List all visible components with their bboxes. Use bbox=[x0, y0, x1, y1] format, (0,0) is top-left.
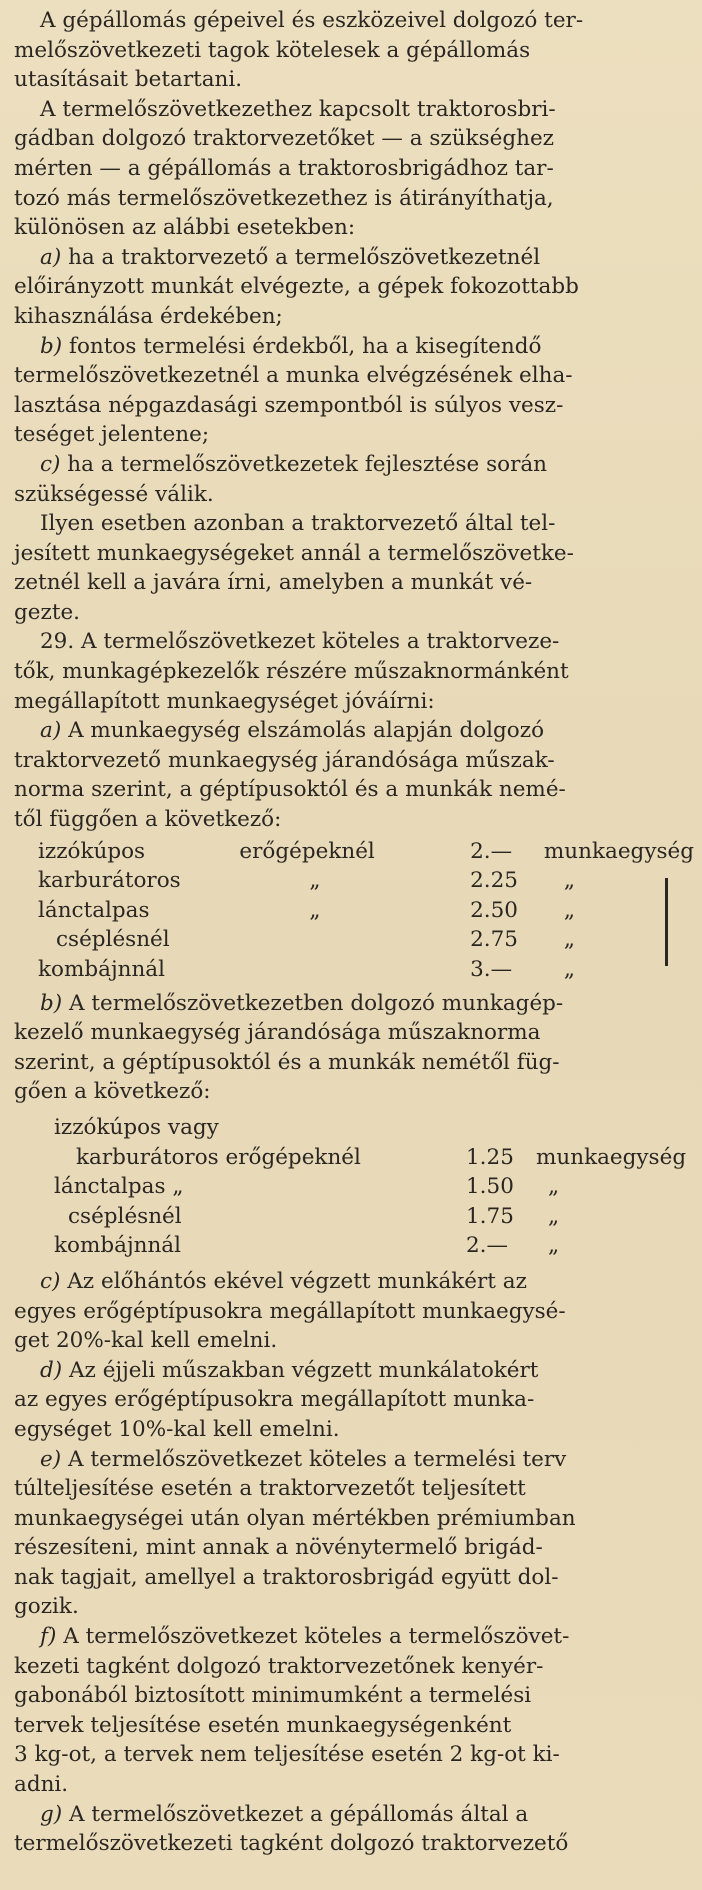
text-line: kihasználása érdekében; bbox=[14, 303, 283, 329]
intro-paragraph bbox=[14, 6, 694, 95]
text-line: megállapított munkaegységet jóváírni: bbox=[14, 688, 435, 714]
unit-value: 2.75 bbox=[470, 927, 518, 953]
text-line: szerint, a géptípusoktól és a munkák nemétől füg- bbox=[14, 1049, 560, 1075]
unit-label: munkaegység bbox=[536, 1144, 687, 1170]
text-line: get 20%-kal kell emelni. bbox=[14, 1328, 278, 1354]
unit-label: „ bbox=[563, 868, 576, 894]
table-row bbox=[54, 1202, 686, 1232]
section-29-e bbox=[14, 1445, 694, 1623]
text-line: gően a következő: bbox=[14, 1079, 211, 1105]
unit-label: „ bbox=[563, 957, 576, 982]
text-line: egyes erőgéptípusokra megállapított munkaegysé- bbox=[14, 1298, 566, 1324]
text-line: A termelőszövetkezetben dolgozó munkagép- bbox=[69, 990, 564, 1016]
case-c bbox=[14, 450, 694, 509]
text-line: egységet 10%-kal kell emelni. bbox=[14, 1416, 340, 1442]
unit-value: 2.25 bbox=[470, 868, 518, 894]
unit-value: 2.— bbox=[470, 838, 513, 864]
table-row bbox=[54, 1113, 686, 1143]
text-line: melőszövetkezeti tagok kötelesek a gépállomás bbox=[14, 37, 531, 63]
text-line: től függően a következő: bbox=[14, 807, 282, 833]
text-line: termelőszövetkezeti tagként dolgozó traktorvezető bbox=[14, 1831, 569, 1857]
text-line: A termelőszövetkezet köteles a termelési terv bbox=[67, 1446, 567, 1472]
machine-extra bbox=[239, 955, 470, 985]
unit-value: 1.25 bbox=[466, 1144, 514, 1170]
text-line: ha a traktorvezető a termelőszövetkezetnél bbox=[68, 244, 541, 270]
text-line: adni. bbox=[14, 1772, 69, 1798]
unit-label: „ bbox=[548, 1203, 560, 1229]
unit-label: „ bbox=[563, 927, 576, 953]
text-line: tozó más termelőszövetkezethez is átirányíthatja, bbox=[14, 185, 554, 211]
text-line: munkaegységei után olyan mértékben prémiumban bbox=[14, 1505, 576, 1531]
section-29-c bbox=[14, 1267, 694, 1356]
case-marker: a) bbox=[40, 244, 62, 270]
unit-label: „ bbox=[563, 897, 576, 923]
text-line: A gépállomás gépeivel és eszközeivel dolgozó ter- bbox=[40, 8, 584, 33]
unit-label: „ bbox=[548, 1233, 560, 1259]
case-marker: c) bbox=[40, 451, 61, 477]
section-29 bbox=[14, 627, 694, 716]
text-line: A termelőszövetkezethez kapcsolt traktorosbri- bbox=[40, 96, 556, 122]
unit-label: „ bbox=[548, 1174, 560, 1200]
case-a bbox=[14, 243, 694, 332]
section-29-b bbox=[14, 989, 694, 1107]
text-line: traktorvezető munkaegység járandósága műszak- bbox=[14, 747, 555, 773]
text-line: A munkaegység elszámolás alapján dolgozó bbox=[68, 718, 545, 744]
case-marker: g) bbox=[40, 1801, 63, 1827]
text-line: gádban dolgozó traktorvezetőket — a szükséghez bbox=[14, 126, 554, 152]
machine-type: cséplésnél bbox=[56, 927, 170, 953]
machine-type: karburátoros bbox=[38, 868, 181, 894]
table-row bbox=[54, 1172, 686, 1202]
unit-value: 1.50 bbox=[466, 1174, 514, 1200]
machine-type: izzókúpos vagy bbox=[54, 1114, 219, 1140]
machine-type: kombájnnál bbox=[54, 1233, 181, 1259]
table-row bbox=[38, 955, 694, 985]
machine-extra bbox=[239, 925, 470, 955]
table-row bbox=[38, 925, 694, 955]
text-line: kezelő munkaegység járandósága műszaknorma bbox=[14, 1020, 541, 1046]
unit-value bbox=[466, 1113, 536, 1143]
text-line: túlteljesítése esetén a traktorvezetőt teljesített bbox=[14, 1476, 526, 1502]
machine-extra: „ bbox=[309, 897, 321, 923]
unit-label: munkaegység bbox=[543, 838, 694, 864]
machine-type: izzókúpos bbox=[38, 838, 146, 864]
case-marker: c) bbox=[40, 1268, 61, 1294]
table-row bbox=[38, 896, 694, 926]
case-marker: d) bbox=[40, 1357, 63, 1383]
text-line: előirányzott munkát elvégezte, a gépek fokozottabb bbox=[14, 274, 579, 300]
text-line: gezte. bbox=[14, 599, 81, 625]
text-line: fontos termelési érdekből, ha a kisegítendő bbox=[69, 333, 542, 359]
text-line: A termelőszövetkezet köteles a termelőszövet- bbox=[63, 1624, 570, 1650]
text-line: teséget jelentene; bbox=[14, 422, 210, 448]
machine-type: kombájnnál bbox=[38, 957, 165, 982]
machine-type: lánctalpas „ bbox=[54, 1174, 184, 1200]
text-line: A termelőszövetkezet a gépállomás által a bbox=[69, 1801, 529, 1827]
unit-value: 3.— bbox=[470, 957, 513, 982]
case-marker: b) bbox=[40, 990, 63, 1016]
text-line: tervek teljesítése esetén munkaegységenként bbox=[14, 1712, 512, 1738]
machine-extra: „ bbox=[309, 868, 321, 894]
text-line: gozik. bbox=[14, 1594, 79, 1620]
text-line: tők, munkagépkezelők részére műszaknormánként bbox=[14, 659, 569, 685]
section-29-a bbox=[14, 716, 694, 834]
text-line: Ilyen esetben azonban a traktorvezető által tel- bbox=[40, 511, 556, 537]
redirect-paragraph bbox=[14, 95, 694, 243]
text-line: ha a termelőszövetkezetek fejlesztése során bbox=[67, 451, 548, 477]
section-29-g bbox=[14, 1800, 694, 1859]
case-marker: f) bbox=[40, 1624, 57, 1650]
section-29-f bbox=[14, 1622, 694, 1800]
case-marker: e) bbox=[40, 1446, 62, 1472]
unit-value: 1.75 bbox=[466, 1203, 514, 1229]
case-marker: b) bbox=[40, 333, 63, 359]
machine-type: karburátoros erőgépeknél bbox=[76, 1144, 361, 1170]
machine-type: lánctalpas bbox=[38, 897, 150, 923]
table-row bbox=[38, 866, 694, 896]
section-29-d bbox=[14, 1356, 694, 1445]
machine-operator-units-table bbox=[54, 1113, 686, 1261]
text-line: szükségessé válik. bbox=[14, 481, 214, 507]
table-row bbox=[54, 1231, 686, 1261]
text-line: termelőszövetkezetnél a munka elvégzésének elha- bbox=[14, 363, 573, 389]
printed-rule bbox=[665, 878, 668, 966]
unit-value: 2.— bbox=[466, 1233, 509, 1259]
text-line: 29. A termelőszövetkezet köteles a traktorveze- bbox=[40, 629, 560, 655]
text-line: Az előhántós ekével végzett munkákért az bbox=[67, 1268, 527, 1294]
text-line: nak tagjait, amellyel a traktorosbrigád együtt dol- bbox=[14, 1564, 559, 1590]
text-line: lasztása népgazdasági szempontból is súlyos vesz- bbox=[14, 392, 564, 418]
text-line: részesíteni, mint annak a növénytermelő brigád- bbox=[14, 1535, 543, 1561]
text-line: jesített munkaegységeket annál a termelőszövetke- bbox=[14, 540, 574, 566]
text-line: kezeti tagként dolgozó traktorvezetőnek kenyér- bbox=[14, 1653, 544, 1679]
text-line: Az éjjeli műszakban végzett munkálatokért bbox=[69, 1357, 539, 1383]
text-line: norma szerint, a géptípusoktól és a munkák nemé- bbox=[14, 777, 566, 803]
case-marker: a) bbox=[40, 718, 62, 744]
text-line: gabonából biztosított minimumként a termelési bbox=[14, 1683, 532, 1709]
text-line: az egyes erőgéptípusokra megállapított munka- bbox=[14, 1387, 535, 1413]
machine-type: cséplésnél bbox=[68, 1203, 182, 1229]
credit-paragraph bbox=[14, 509, 694, 627]
text-line: 3 kg-ot, a tervek nem teljesítése esetén 2 kg-ot ki- bbox=[14, 1742, 560, 1768]
text-line: különösen az alábbi esetekben: bbox=[14, 215, 356, 241]
table-row bbox=[54, 1143, 686, 1173]
text-line: mérten — a gépállomás a traktorosbrigádhoz tar- bbox=[14, 155, 554, 181]
tractor-driver-units-table bbox=[38, 837, 694, 985]
text-line: zetnél kell a javára írni, amelyben a munkát vé- bbox=[14, 570, 533, 596]
table-row bbox=[38, 837, 694, 867]
machine-extra: erőgépeknél bbox=[239, 838, 375, 864]
unit-value: 2.50 bbox=[470, 897, 518, 923]
text-line: utasításait betartani. bbox=[14, 67, 243, 93]
unit-label bbox=[536, 1113, 686, 1143]
case-b bbox=[14, 332, 694, 450]
